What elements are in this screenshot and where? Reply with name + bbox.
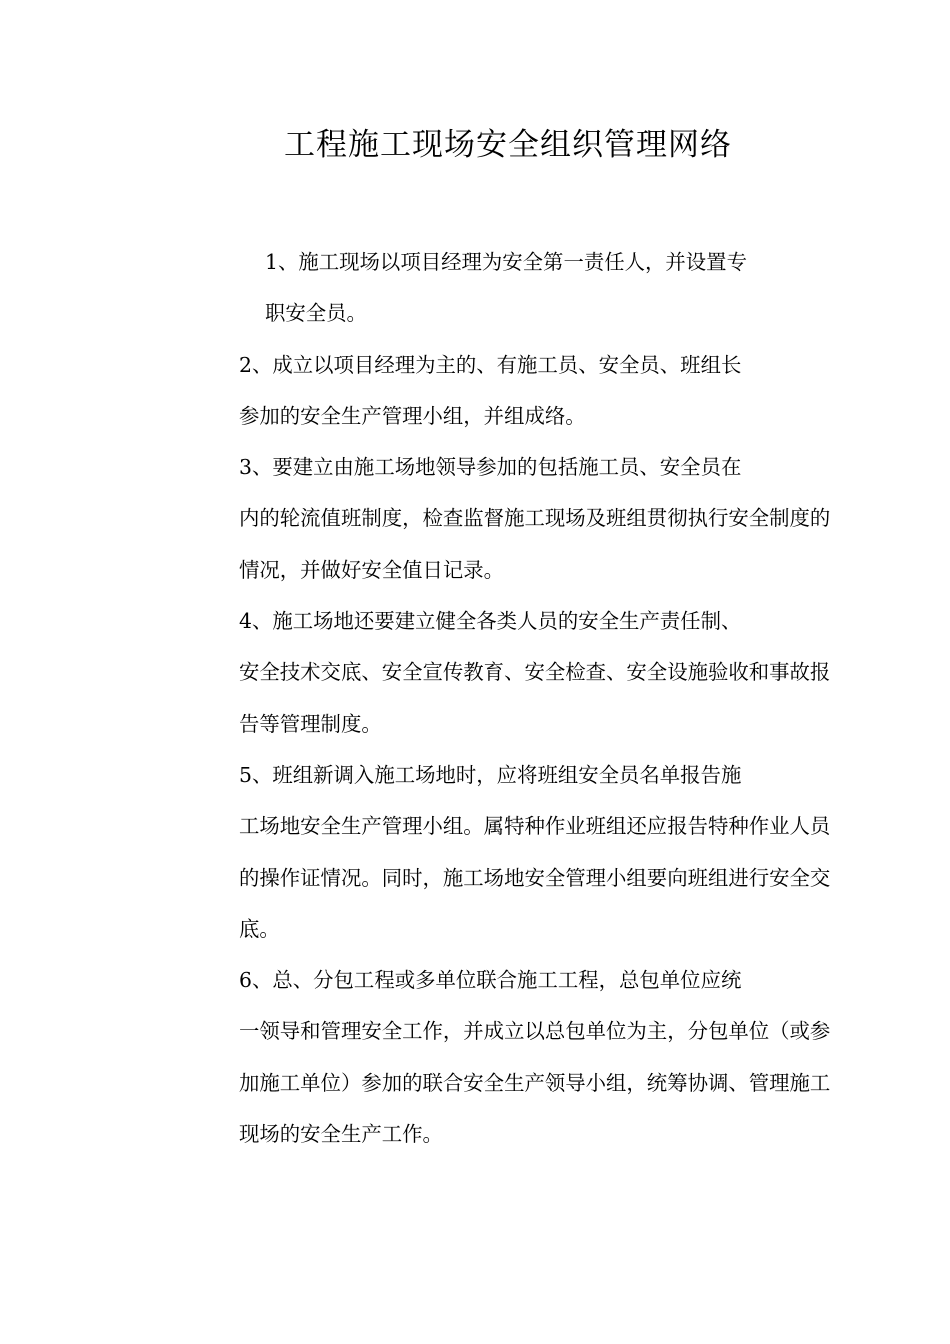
paragraph-line: 参加的安全生产管理小组，并组成络。 — [239, 403, 586, 428]
paragraph-3 — [150, 442, 831, 596]
paragraph-line: 底。 — [239, 916, 280, 941]
paragraph-line: 6、总、分包工程或多单位联合施工工程，总包单位应统 — [239, 968, 742, 993]
paragraph-line: 告等管理制度。 — [239, 711, 382, 736]
paragraph-line: 工场地安全生产管理小组。属特种作业班组还应报告特种作业人员 — [239, 814, 831, 839]
paragraph-line: 2、成立以项目经理为主的、有施工员、安全员、班组长 — [239, 352, 742, 377]
paragraph-4 — [150, 596, 831, 750]
paragraph-line: 安全技术交底、安全宣传教育、安全检查、安全设施验收和事故报 — [239, 660, 831, 685]
paragraph-line: 内的轮流值班制度，检查监督施工现场及班组贯彻执行安全制度的 — [239, 506, 831, 531]
paragraph-line: 情况，并做好安全值日记录。 — [239, 557, 505, 582]
paragraph-6 — [150, 955, 831, 1160]
paragraph-2 — [150, 340, 802, 443]
paragraph-line: 加施工单位）参加的联合安全生产领导小组，统筹协调、管理施工 — [239, 1070, 831, 1095]
paragraph-line: 5、班组新调入施工场地时，应将班组安全员名单报告施 — [239, 762, 742, 787]
paragraph-5 — [150, 750, 831, 955]
paragraph-line: 4、施工场地还要建立健全各类人员的安全生产责任制、 — [239, 609, 742, 634]
paragraph-line: 现场的安全生产工作。 — [239, 1122, 443, 1147]
paragraph-1 — [150, 237, 802, 340]
paragraph-line: 1、施工现场以项目经理为安全第一责任人，并设置专 — [265, 250, 747, 274]
document-body — [150, 237, 831, 1160]
paragraph-line: 3、要建立由施工场地领导参加的包括施工员、安全员在 — [239, 455, 742, 480]
paragraph-line: 的操作证情况。同时，施工场地安全管理小组要向班组进行安全交 — [239, 865, 831, 890]
paragraph-line: 职安全员。 — [265, 301, 367, 326]
paragraph-line: 一领导和管理安全工作，并成立以总包单位为主，分包单位（或参 — [239, 1019, 831, 1044]
document-title: 工程施工现场安全组织管理网络 — [284, 127, 732, 163]
